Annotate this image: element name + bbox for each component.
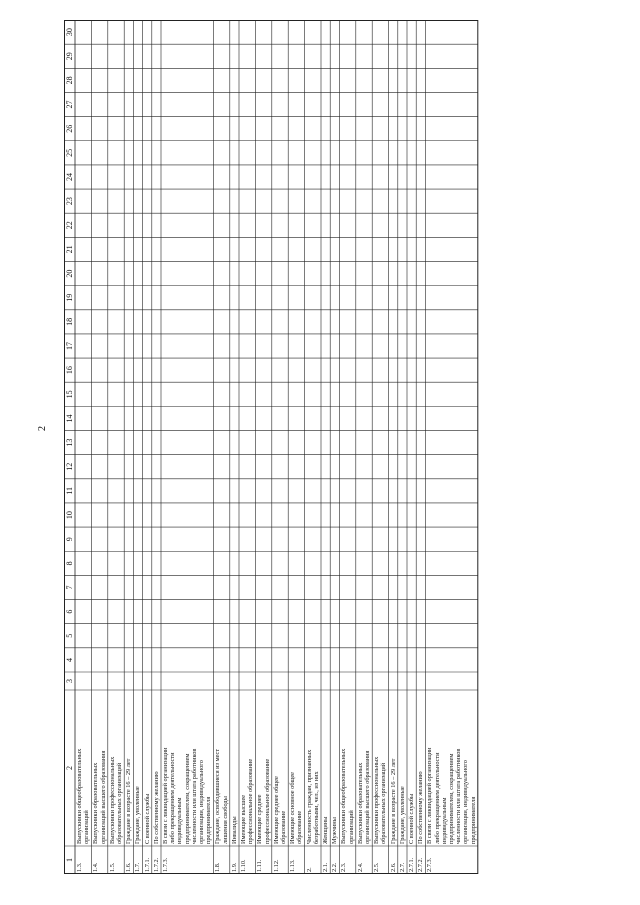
- row-label-line: С военной службы: [408, 793, 415, 844]
- column-header: 25: [65, 148, 74, 157]
- row-label-line: В связи с ликвидацией организации: [162, 747, 169, 844]
- row-number: 2.5.: [373, 862, 381, 872]
- row-number: 2.7.1.: [408, 857, 415, 872]
- row-number: 1.11.: [256, 859, 264, 872]
- row-number: 1.10.: [240, 859, 247, 872]
- row-number: 2.7.2.: [417, 857, 425, 872]
- row-number: 1.13.: [289, 859, 297, 872]
- row-label: [426, 694, 476, 844]
- row-label-line: лишения свободы: [221, 796, 229, 844]
- column-header: 26: [65, 124, 74, 133]
- row-label: [92, 694, 106, 844]
- row-label-line: Граждане, освободившиеся из мест: [214, 748, 222, 844]
- row-number: 2.7.: [398, 862, 406, 872]
- column-header: 1: [65, 858, 74, 862]
- table-row: [389, 20, 398, 874]
- table-row: [339, 20, 355, 874]
- row-label: [153, 694, 160, 844]
- table-row: [416, 20, 425, 874]
- row-number: 1.5.: [108, 862, 116, 872]
- row-label-line: предпринимателя: [469, 796, 477, 844]
- column-header: 29: [65, 52, 74, 61]
- row-label-line: либо прекращением деятельности: [433, 752, 441, 844]
- column-header: 20: [65, 269, 74, 278]
- row-number: 1.12.: [272, 859, 280, 872]
- column-header: 10: [65, 511, 74, 520]
- row-label-line: безработными, чел., из них: [312, 771, 320, 844]
- row-number: 1.8.: [214, 862, 222, 872]
- row-label-line: организации, индивидуального: [462, 760, 470, 844]
- column-header: 4: [65, 657, 74, 662]
- row-number: 1.4.: [92, 862, 100, 872]
- column-header: 9: [65, 537, 74, 542]
- table-row: [398, 20, 407, 874]
- row-number: 1.7.1.: [143, 857, 151, 872]
- row-label-line: организаций высшего образования: [364, 750, 371, 844]
- row-number: 2.1.: [322, 862, 329, 872]
- row-label-line: Граждане в возрасте 16 – 29 лет: [389, 758, 397, 844]
- row-label: [340, 694, 354, 844]
- row-label-line: образование: [296, 810, 304, 844]
- column-header: 12: [65, 462, 74, 471]
- row-label-line: индивидуальным: [176, 797, 184, 844]
- row-number: 1.6.: [125, 862, 133, 872]
- table-row: [407, 20, 416, 874]
- row-label-line: численности или штата работников: [455, 748, 463, 844]
- column-header: 19: [65, 293, 74, 302]
- column-header: 27: [65, 100, 74, 109]
- page-number: 2: [37, 426, 48, 431]
- column-header: 6: [65, 609, 74, 614]
- row-label: [162, 694, 212, 844]
- row-label: [417, 694, 424, 844]
- row-number: 2.4.: [356, 862, 364, 872]
- row-label-line: образовательных организаций: [116, 762, 123, 844]
- table-row: [305, 20, 321, 874]
- row-label-line: Выпускники образовательных: [92, 762, 100, 844]
- column-header: 24: [65, 172, 74, 181]
- table-row: [288, 20, 304, 874]
- row-label-line: численности или штата работников: [190, 748, 198, 844]
- row-label: [390, 694, 397, 844]
- column-header: 13: [65, 438, 74, 447]
- table-row: [372, 20, 388, 874]
- row-label-line: Выпускники общеобразовательных: [340, 748, 348, 844]
- row-label: [109, 694, 123, 844]
- row-number: 2.3.: [340, 862, 348, 872]
- column-header: 11: [65, 487, 74, 495]
- row-label-line: организаций: [83, 810, 91, 844]
- column-header: 23: [65, 197, 74, 206]
- row-label-line: организации, индивидуального: [198, 760, 206, 844]
- row-number: 2.6.: [389, 862, 397, 872]
- row-label-line: предпринимателем, сокращением: [448, 753, 455, 844]
- column-header: 21: [65, 245, 74, 254]
- table-row: [330, 20, 339, 874]
- row-label-line: Граждане в возрасте 16 – 29 лет: [125, 758, 133, 844]
- column-header: 30: [65, 28, 74, 37]
- row-label-line: Численность граждан, признанных: [305, 749, 313, 844]
- row-number: 1.3.: [76, 862, 83, 872]
- row-label-line: Выпускники общеобразовательных: [76, 748, 83, 844]
- row-label-line: С военной службы: [143, 793, 151, 844]
- column-header: 28: [65, 76, 74, 85]
- row-label-line: профессиональное образование: [247, 758, 255, 844]
- row-label: [408, 694, 415, 844]
- row-label: [134, 694, 141, 844]
- row-label-line: организаций высшего образования: [99, 750, 107, 844]
- row-label-line: образование: [280, 810, 287, 844]
- table-row: [161, 20, 213, 874]
- row-number: 1.9.: [230, 862, 238, 872]
- row-label: [214, 694, 228, 844]
- rotated-table: [64, 20, 618, 874]
- row-label-line: предпринимателя: [205, 796, 213, 844]
- column-header: 8: [65, 561, 74, 566]
- table-row: [75, 20, 91, 874]
- row-label-line: Граждане, уволенные: [398, 786, 406, 844]
- row-label-line: индивидуальным: [440, 797, 448, 844]
- row-label: [240, 694, 254, 844]
- row-label-line: Инвалиды: [230, 816, 238, 844]
- table-row: [124, 20, 133, 874]
- row-label: [289, 694, 303, 844]
- row-label-line: Выпускники образовательных: [356, 762, 364, 844]
- row-number: 2.2.: [331, 862, 339, 872]
- column-header: 16: [65, 366, 74, 375]
- column-header: 14: [65, 414, 74, 423]
- table-row: [230, 20, 239, 874]
- table-row: [321, 20, 330, 874]
- row-label-line: Имеющие высшее: [240, 794, 247, 844]
- table-row: [255, 20, 271, 874]
- row-label: [306, 694, 320, 844]
- column-header: 2: [65, 766, 74, 770]
- column-header: 5: [65, 633, 74, 638]
- row-number: 2.: [305, 867, 313, 872]
- row-label-line: образовательных организаций: [380, 762, 388, 844]
- table-row: [239, 20, 255, 874]
- row-label-line: Выпускники профессиональных: [108, 756, 116, 844]
- row-label: [331, 694, 338, 844]
- column-header: 7: [65, 585, 74, 590]
- row-label: [273, 694, 287, 844]
- row-number: 1.7.3.: [162, 857, 169, 872]
- row-label-line: организаций: [347, 810, 355, 844]
- table-row: [272, 20, 288, 874]
- table-row: [425, 20, 477, 874]
- table-row: [152, 20, 161, 874]
- table-row: [133, 20, 142, 874]
- row-label-line: профессиональное образование: [263, 758, 271, 844]
- row-label-line: По собственному желанию: [417, 771, 425, 844]
- column-header: 18: [65, 317, 74, 326]
- row-label: [256, 694, 270, 844]
- column-header: 22: [65, 221, 74, 230]
- row-label-line: Имеющие основное общее: [289, 772, 297, 844]
- column-header: 15: [65, 390, 74, 399]
- row-label-line: Мужчины: [331, 817, 339, 844]
- column-header-row: [64, 20, 75, 874]
- row-label-line: Имеющие среднее общее: [272, 776, 280, 844]
- row-label-line: Имеющие среднее: [256, 794, 264, 844]
- row-label: [322, 694, 329, 844]
- table-row: [91, 20, 107, 874]
- row-label: [399, 694, 406, 844]
- row-label: [357, 694, 371, 844]
- row-label-line: Выпускники профессиональных: [373, 756, 381, 844]
- row-number: 1.7.2.: [152, 857, 160, 872]
- column-header: 3: [65, 679, 74, 683]
- table-row: [143, 20, 152, 874]
- row-label-line: В связи с ликвидацией организации: [426, 747, 434, 844]
- row-label-line: Женщины: [322, 816, 329, 844]
- row-label: [144, 694, 151, 844]
- table-row: [213, 20, 229, 874]
- row-label-line: Граждане, уволенные: [134, 786, 142, 844]
- row-number: 1.7.: [134, 862, 142, 872]
- row-label: [231, 694, 238, 844]
- row-number: 2.7.3.: [426, 857, 434, 872]
- column-header: 17: [65, 342, 74, 351]
- row-label-line: предпринимателем, сокращением: [183, 753, 191, 844]
- row-label: [125, 694, 132, 844]
- row-label: [373, 694, 387, 844]
- row-label: [76, 694, 90, 844]
- row-label-line: По собственному желанию: [152, 771, 160, 844]
- table-row: [108, 20, 124, 874]
- row-label-line: либо прекращением деятельности: [169, 752, 177, 844]
- table-row: [356, 20, 372, 874]
